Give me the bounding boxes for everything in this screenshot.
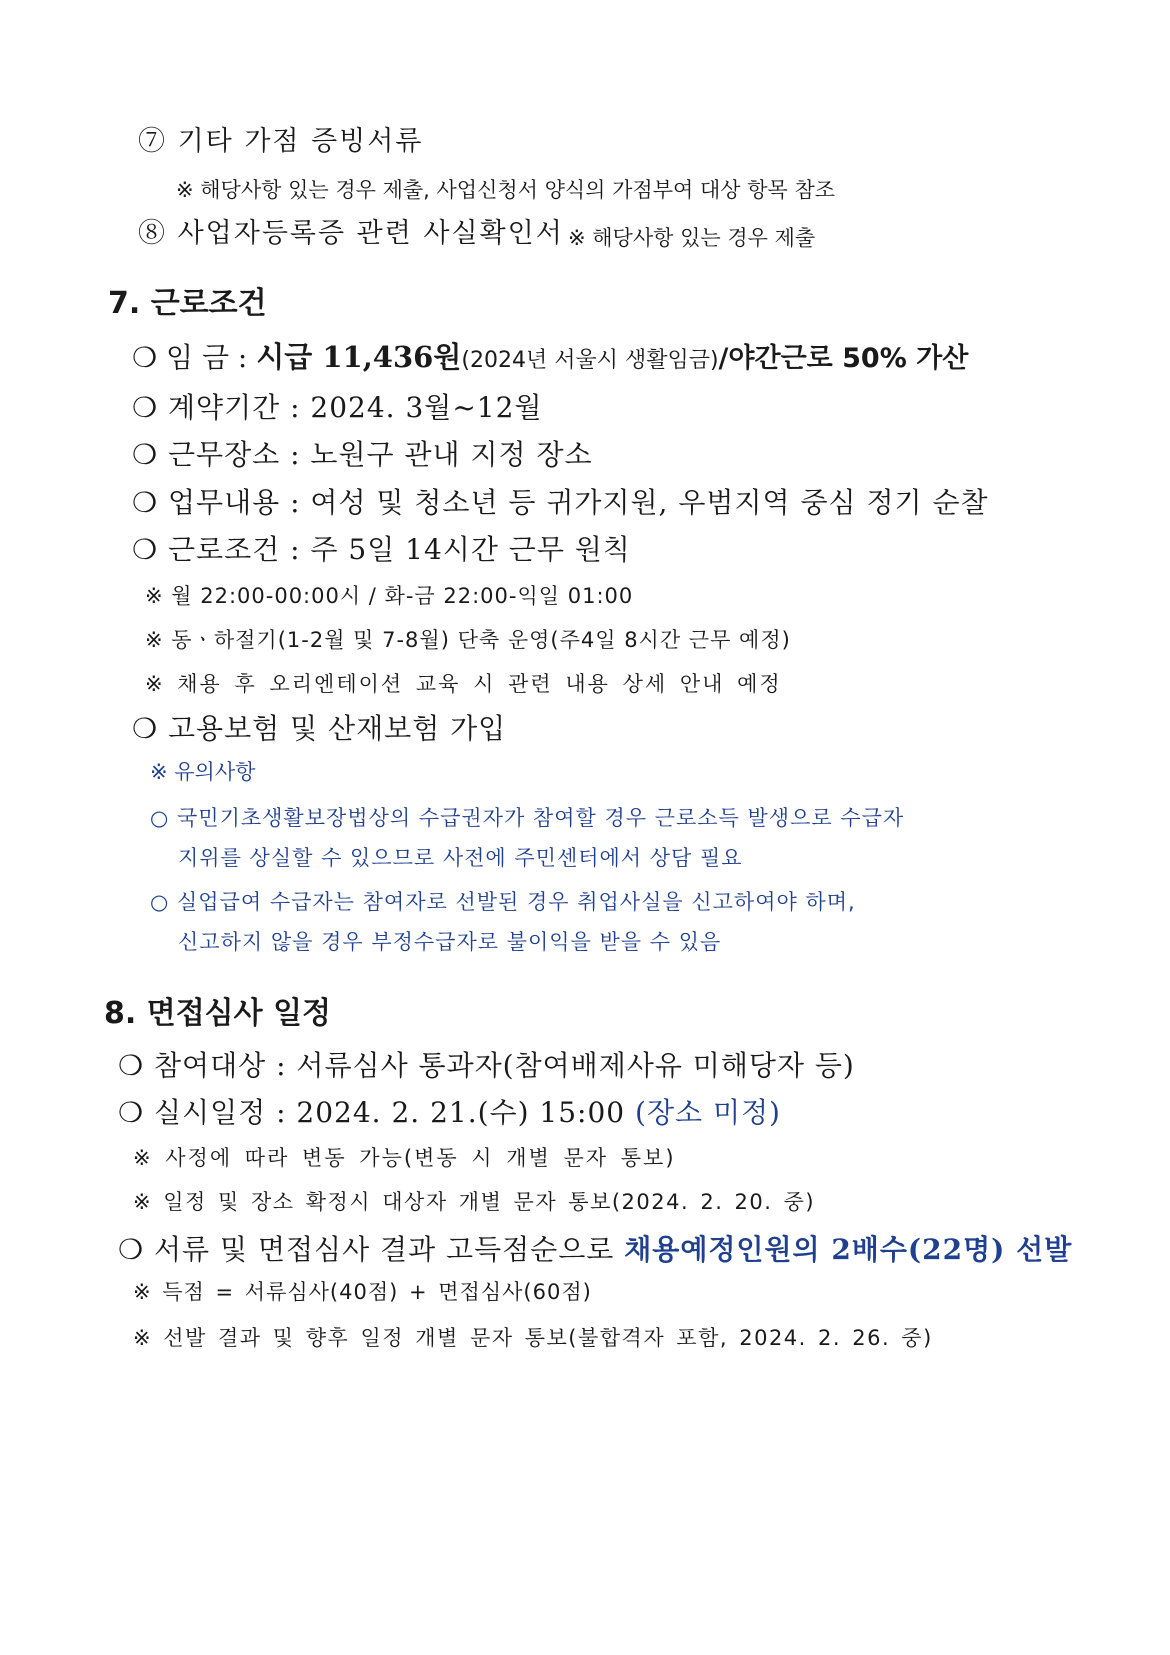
selection-line: [118, 1233, 1072, 1267]
interview-date: ❍ 실시일정 : 2024. 2. 21.(수) 15:00: [118, 1096, 636, 1129]
wage-value: 시급 11,436원: [256, 340, 462, 374]
note-extra-docs: ※ 해당사항 있는 경우 제출, 사업신청서 양식의 가점부여 대상 항목 참조: [176, 178, 836, 202]
caution-2-line1: ○ 실업급여 수급자는 참여자로 선발된 경우 취업사실을 신고하여야 하며,: [150, 890, 856, 914]
section-7-title: 7. 근로조건: [108, 286, 267, 321]
note-orientation: ※ 채용 후 오리엔테이션 교육 시 관련 내용 상세 안내 예정: [145, 672, 782, 696]
note-score: ※ 득점 = 서류심사(40점) + 면접심사(60점): [133, 1280, 592, 1304]
caution-1-line2: 지위를 상실할 수 있으므로 사전에 주민센터에서 상담 필요: [178, 846, 743, 870]
contract-period: ❍ 계약기간 : 2024. 3월~12월: [132, 391, 543, 424]
caution-2-line2: 신고하지 않을 경우 부정수급자로 불이익을 받을 수 있음: [178, 930, 722, 954]
job-description: ❍ 업무내용 : 여성 및 청소년 등 귀가지원, 우범지역 중심 정기 순찰: [132, 486, 989, 519]
interview-schedule: [118, 1096, 781, 1130]
working-conditions: ❍ 근로조건 : 주 5일 14시간 근무 원칙: [132, 533, 631, 566]
caution-1-line1: ○ 국민기초생활보장법상의 수급권자가 참여할 경우 근로소득 발생으로 수급자: [150, 806, 905, 830]
item-7-extra-docs: ⑦ 기타 가점 증빙서류: [138, 126, 424, 157]
note-results: ※ 선발 결과 및 향후 일정 개별 문자 통보(불합격자 포함, 2024. 2. 26. 중): [133, 1326, 933, 1350]
note-business-cert: ※ 해당사항 있는 경우 제출: [568, 226, 816, 250]
note-confirm: ※ 일정 및 장소 확정시 대상자 개별 문자 통보(2024. 2. 20. 중): [133, 1190, 816, 1214]
work-location: ❍ 근무장소 : 노원구 관내 지정 장소: [132, 438, 593, 471]
note-hours: ※ 월 22:00-00:00시 / 화-금 22:00-익일 01:00: [145, 584, 634, 608]
wage-basis: (2024년 서울시 생활임금): [461, 348, 719, 373]
interview-target: ❍ 참여대상 : 서류심사 통과자(참여배제사유 미해당자 등): [118, 1049, 855, 1082]
interview-location-tbd: (장소 미정): [635, 1096, 781, 1129]
wage-line: [132, 340, 968, 375]
insurance: ❍ 고용보험 및 산재보험 가입: [132, 712, 507, 745]
item-8-business-cert: ⑧ 사업자등록증 관련 사실확인서: [138, 218, 564, 249]
night-premium: /야간근로 50% 가산: [718, 343, 969, 374]
wage-label: ❍ 임 금 :: [132, 341, 257, 374]
caution-title: ※ 유의사항: [150, 760, 256, 784]
selection-basis: ❍ 서류 및 면접심사 결과 고득점순으로: [118, 1233, 625, 1266]
note-change: ※ 사정에 따라 변동 가능(변동 시 개별 문자 통보): [133, 1146, 676, 1170]
section-8-title: 8. 면접심사 일정: [104, 996, 332, 1031]
selection-count: 채용예정인원의 2배수(22명) 선발: [624, 1233, 1073, 1266]
note-seasonal: ※ 동ㆍ하절기(1-2월 및 7-8월) 단축 운영(주4일 8시간 근무 예정): [145, 628, 791, 652]
